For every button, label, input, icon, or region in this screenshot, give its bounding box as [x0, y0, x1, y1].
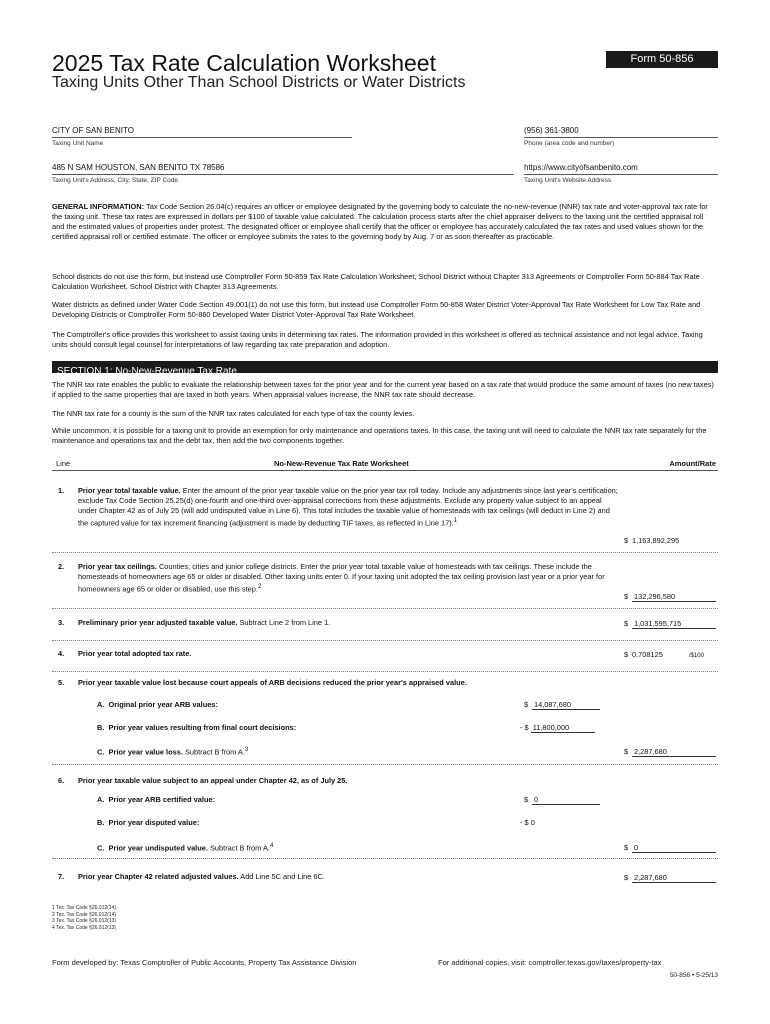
- address-rule: [52, 174, 514, 175]
- line-4-unit: /$100: [688, 653, 704, 659]
- line-5b-label: B.: [97, 723, 105, 732]
- worksheet-table-header: [52, 456, 718, 471]
- dollar-sign: $: [624, 650, 629, 659]
- line-5b: [97, 723, 296, 732]
- line-7-description: Add Line 5C and Line 6C.: [240, 872, 325, 881]
- line-number: 2.: [58, 562, 65, 571]
- line-1-title: Prior year total taxable value.: [78, 486, 181, 495]
- footnotes: [52, 905, 116, 931]
- line-4-text: [78, 649, 618, 659]
- line-3-row: [52, 618, 718, 641]
- line-5b-amount: [520, 723, 595, 733]
- line-7-title: Prior year Chapter 42 related adjusted values.: [78, 872, 239, 881]
- line-2-title: Prior year tax ceilings.: [78, 562, 157, 571]
- line-1-amount: [624, 536, 679, 545]
- section-1-intro: The NNR tax rate enables the public to evaluate the relationship between taxes for the prior year and for the current year based on a tax rate that would produce the same amount of taxes (no new taxes) if applied to the same properties that are taxed in both years. When appraisal values increase, the NNR tax rate should decrease.: [52, 380, 714, 399]
- line-6c-value: 0: [632, 843, 716, 853]
- page-subtitle: Taxing Units Other Than School Districts or Water Districts: [52, 74, 466, 91]
- address-label: Taxing Unit's Address, City, State, ZIP Code: [52, 177, 179, 184]
- line-5a-title: Original prior year ARB values:: [108, 700, 218, 709]
- website-value: https://www.cityofsanbenito.com: [524, 163, 638, 172]
- line-number: 7.: [58, 872, 65, 881]
- line-6-text: [78, 776, 618, 786]
- line-2-footnote-ref: 2: [257, 583, 262, 590]
- dollar-sign: $: [524, 700, 529, 709]
- unit-name-rule: [52, 137, 352, 138]
- line-5c-footnote-ref: 3: [244, 746, 249, 753]
- comptroller-note: The Comptroller's office provides this worksheet to assist taxing units in determining tax rates. The information provided in this worksheet is offered as technical assistance and not legal advice. Taxing units should consult legal counsel for interpretations of law regarding tax rate preparation and adoption.: [52, 330, 703, 349]
- line-6a-amount: [524, 795, 600, 805]
- line-7-value: 2,287,680: [632, 873, 716, 883]
- footnote: 4 Tex. Tax Code §26.012(13): [52, 924, 117, 931]
- line-2-text: [78, 562, 618, 594]
- line-7-row: [52, 872, 718, 890]
- line-6b-value: 0: [530, 818, 535, 827]
- line-6a-label: A.: [97, 795, 105, 804]
- website-field: [524, 163, 718, 184]
- line-5b-title: Prior year values resulting from final court decisions:: [108, 723, 297, 732]
- line-5a-value: 14,087,680: [532, 700, 600, 710]
- line-1-row: [52, 486, 718, 553]
- line-6c: [97, 842, 273, 852]
- line-5b-value: 11,800,000: [531, 723, 595, 733]
- line-6c-text: Subtract B from A.: [209, 843, 270, 853]
- line-3-description: Subtract Line 2 from Line 1.: [239, 618, 331, 627]
- dollar-sign: $: [624, 747, 629, 756]
- line-2-value: 132,296,580: [632, 592, 716, 602]
- address-value: 485 N SAM HOUSTON, SAN BENITO TX 78586: [52, 163, 225, 172]
- col-line-header: Line: [56, 459, 71, 468]
- line-1-description: Enter the amount of the prior year taxable value on the prior year tax roll today. Include any adjustments since last year's certification; exclude Tax Code Section 25.25(d) one-fourth and one-third over-appraisal corrections from these adjustments. Exclude any property value subject to an appeal under Chapter 42 as of July 25 (will add undisputed value in Line 6). This total includes the taxable value of homesteads with tax ceilings (will deduct in Line 2) and the captured value for tax increment financing (adjustment is made by deducting TIF taxes, as reflected in Line 17).: [78, 486, 618, 528]
- line-5a-label: A.: [97, 700, 105, 709]
- minus-dollar-sign: - $: [520, 818, 529, 827]
- line-2-row: [52, 562, 718, 609]
- general-info-heading: GENERAL INFORMATION:: [52, 202, 145, 211]
- line-5c-amount: [624, 747, 716, 757]
- line-6c-label: C.: [97, 843, 105, 853]
- line-6b-label: B.: [97, 818, 105, 827]
- dollar-sign: $: [524, 795, 529, 804]
- section-1-exemption-note: While uncommon, it is possible for a taxing unit to provide an exemption for only maintenance and operations taxes. In this case, the taxing unit will need to calculate the NNR tax rate separately for the maintenance and operations tax and the debt tax, then add the two components together.: [52, 426, 707, 445]
- line-5a: [97, 700, 218, 709]
- line-7-amount: [624, 873, 716, 883]
- line-4-amount: [624, 650, 704, 659]
- line-6a-title: Prior year ARB certified value:: [108, 795, 216, 804]
- footnote: 3 Tex. Tax Code §26.012(13): [52, 918, 117, 924]
- line-5c-title: Prior year value loss.: [108, 747, 183, 757]
- line-6a-value: 0: [532, 795, 600, 805]
- line-4-row: [52, 649, 718, 672]
- water-districts-note: Water districts as defined under Water Code Section 49.001(1) do not use this form, but instead use Comptroller Form 50-858 Water District Voter-Approval Tax Rate Worksheet for Low Tax Rate and Developing Districts or Comptroller Form 50-860 Developed Water District Voter-Approval Tax Rate Worksheet.: [52, 300, 701, 319]
- line-1-footnote-ref: 1: [453, 517, 458, 524]
- line-3-amount: [624, 619, 716, 629]
- line-6b: [97, 818, 199, 827]
- line-number: 5.: [58, 678, 65, 687]
- footer-copies-link[interactable]: For additional copies, visit: comptroller.texas.gov/taxes/property-tax: [438, 958, 662, 967]
- line-6c-footnote-ref: 4: [269, 842, 274, 849]
- unit-name-label: Taxing Unit Name: [52, 140, 104, 147]
- line-number: 3.: [58, 618, 65, 627]
- line-5c: [97, 746, 248, 756]
- footer-developer: Form developed by: Texas Comptroller of Public Accounts, Property Tax Assistance Division: [52, 958, 357, 967]
- phone-label: Phone (area code and number): [524, 140, 615, 147]
- footnote: 2 Tex. Tax Code §26.012(14): [52, 911, 117, 918]
- col-worksheet-header: No-New-Revenue Tax Rate Worksheet: [274, 459, 409, 468]
- line-6c-title: Prior year undisputed value.: [108, 843, 208, 853]
- line-2-description: Counties, cities and junior college districts. Enter the prior year total taxable value of homesteads with tax ceilings. These include the homesteads of homeowners age 65 or older or disabled. Other taxing units enter 0. If your taxing unit adopted the tax ceiling provision last year or a prior year for homeowners age 65 or older or disabled, use this step.: [78, 562, 605, 594]
- phone-value: (956) 361-3800: [524, 126, 579, 135]
- line-number: 1.: [58, 486, 65, 495]
- dollar-sign: $: [624, 592, 629, 601]
- line-5-text: [78, 678, 618, 688]
- line-3-text: [78, 618, 618, 628]
- footer-form-code: 50-856 • 5-25/13: [669, 972, 718, 979]
- school-districts-note: School districts do not use this form, but instead use Comptroller Form 50-859 Tax Rate Calculation Worksheet, School District without Chapter 313 Agreements or Comptroller Form 50-884 Tax Rate Calculation Worksheet, School District with Chapter 313 Agreements.: [52, 272, 700, 291]
- general-info-paragraph: [52, 202, 716, 242]
- minus-dollar-sign: - $: [520, 723, 529, 732]
- line-6-title: Prior year taxable value subject to an appeal under Chapter 42, as of July 25.: [78, 776, 348, 785]
- footnote: 1 Tex. Tax Code §26.012(14): [52, 905, 117, 911]
- line-number: 6.: [58, 776, 65, 785]
- line-5c-label: C.: [97, 747, 105, 757]
- line-6c-amount: [624, 843, 716, 853]
- phone-rule: [524, 137, 718, 138]
- address-field: [52, 163, 514, 184]
- line-5c-text: Subtract B from A.: [184, 747, 245, 757]
- line-5c-value: 2,287,680: [632, 747, 716, 757]
- line-number: 4.: [58, 649, 65, 658]
- line-3-title: Preliminary prior year adjusted taxable value.: [78, 618, 238, 627]
- line-5-title: Prior year taxable value lost because court appeals of ARB decisions reduced the prior year's appraised value.: [78, 678, 467, 687]
- line-2-amount: [624, 592, 716, 602]
- line-1-text: [78, 486, 618, 528]
- line-6a: [97, 795, 215, 804]
- col-amount-header: Amount/Rate: [669, 459, 716, 468]
- phone-field: [524, 126, 718, 147]
- unit-name-value: CITY OF SAN BENITO: [52, 126, 134, 135]
- dollar-sign: $: [624, 619, 629, 628]
- line-6b-amount: [520, 818, 535, 827]
- line-3-value: 1,031,595,715: [632, 619, 716, 629]
- form-number-badge: Form 50-856: [606, 51, 718, 68]
- line-1-value: 1,163,892,295: [632, 536, 680, 545]
- line-5a-amount: [524, 700, 600, 710]
- website-label: Taxing Unit's Website Address: [524, 177, 612, 184]
- line-4-value: 0.708125: [632, 650, 663, 659]
- general-info-text: Tax Code Section 26.04(c) requires an officer or employee designated by the governing body to calculate the no-new-revenue (NNR) tax rate and voter-approval tax rate for the taxing unit. These tax rates are expressed in dollars per $100 of taxable value calculated. The calculation process starts after the chief appraiser delivers to the taxing unit the certified appraisal roll and the estimated values of properties under protest. The designated officer or employee shall certify that the officer or employee has accurately calculated the tax rates and used values shown for the certified appraisal roll or certified estimate. The officer or employee submits the rates to the governing body by Aug. 7 or as soon thereafter as practicable.: [52, 202, 708, 241]
- dollar-sign: $: [624, 873, 629, 882]
- section-1-title: SECTION 1: No-New-Revenue Tax Rate: [57, 366, 237, 377]
- line-7-text: [78, 872, 618, 882]
- unit-name-field: [52, 126, 352, 147]
- section-1-county-note: The NNR tax rate for a county is the sum of the NNR tax rates calculated for each type of tax the county levies.: [52, 409, 415, 418]
- dollar-sign: $: [624, 536, 629, 545]
- website-rule: [524, 174, 718, 175]
- line-4-title: Prior year total adopted tax rate.: [78, 649, 192, 658]
- page-title: 2025 Tax Rate Calculation Worksheet: [52, 50, 436, 76]
- line-6b-title: Prior year disputed value:: [108, 818, 200, 827]
- section-1-header: [52, 361, 718, 377]
- dollar-sign: $: [624, 843, 629, 852]
